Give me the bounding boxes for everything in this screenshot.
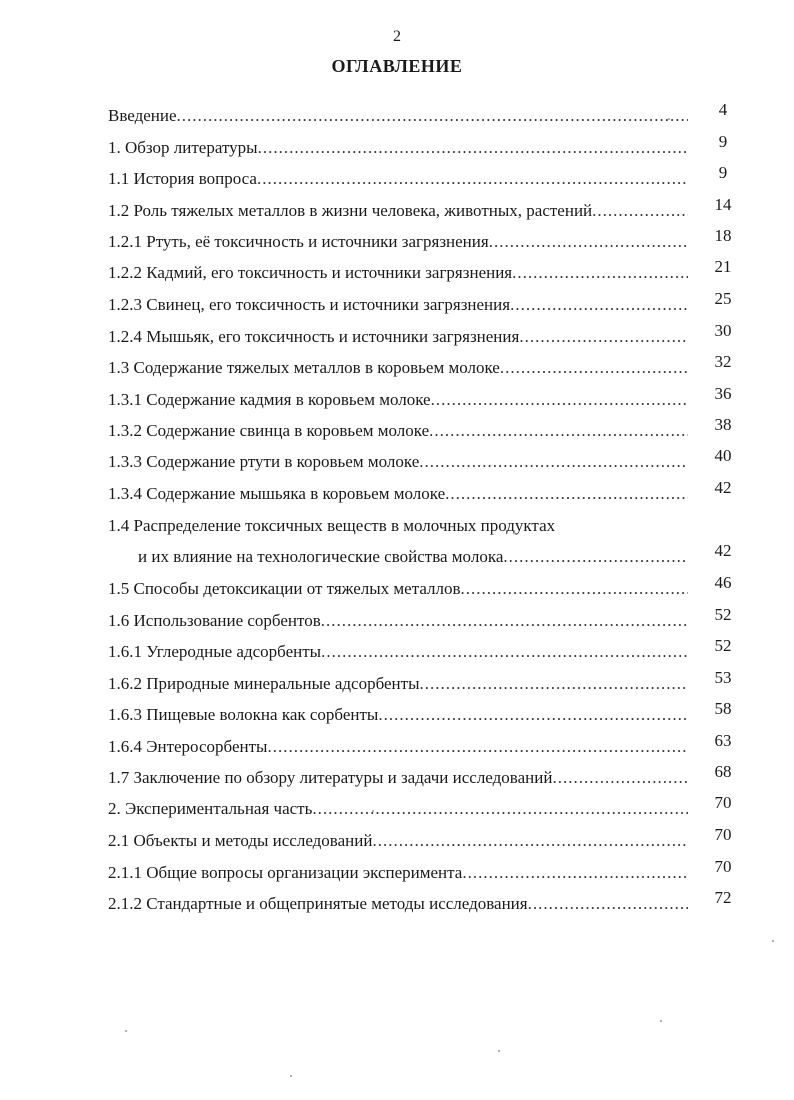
- toc-row[interactable]: [0, 793, 794, 829]
- toc-entry-label: 2. Экспериментальная часть .....: [108, 797, 688, 821]
- toc-row[interactable]: [0, 132, 794, 168]
- toc-row[interactable]: [0, 226, 794, 262]
- page-title: ОГЛАВЛЕНИЕ: [331, 56, 463, 76]
- scan-speck: [125, 1030, 127, 1032]
- scan-speck: [668, 118, 670, 120]
- toc-row[interactable]: [0, 352, 794, 388]
- toc-row[interactable]: [0, 195, 794, 231]
- toc-row[interactable]: [0, 321, 794, 357]
- toc-entry-page: 25: [714, 289, 732, 308]
- toc-entry-page: 42: [714, 478, 732, 497]
- toc-entry-label: 1.3 Содержание тяжелых металлов в коровьем молоке .....: [108, 356, 688, 380]
- scan-speck: [772, 940, 774, 942]
- toc-entry-page: 4: [718, 100, 728, 119]
- toc-entry-label: 1.6.2 Природные минеральные адсорбенты .....: [108, 672, 688, 696]
- toc-entry-page: 70: [714, 793, 732, 812]
- scan-speck: [372, 810, 374, 812]
- toc-row[interactable]: [0, 668, 794, 704]
- toc-entry-label: 1.3.1 Содержание кадмия в коровьем молоке .....: [108, 388, 688, 412]
- toc-entry-label: 1.7 Заключение по обзору литературы и задачи исследований .....: [108, 766, 688, 790]
- toc-row[interactable]: [0, 699, 794, 735]
- toc-row[interactable]: [0, 514, 794, 546]
- toc-row[interactable]: [0, 636, 794, 672]
- toc-entry-label: 1.2 Роль тяжелых металлов в жизни человека, животных, растений .....: [108, 199, 688, 223]
- toc-entry-label: Введение .....: [108, 104, 688, 128]
- toc-entry-page: 36: [714, 384, 732, 403]
- toc-row[interactable]: [0, 289, 794, 325]
- toc-row[interactable]: [0, 605, 794, 641]
- toc-entry-label: 1.3.3 Содержание ртути в коровьем молоке .....: [108, 450, 688, 474]
- toc-entry-page: 70: [714, 825, 732, 844]
- toc-entry-page: 40: [714, 446, 732, 465]
- page-number: 2: [393, 28, 401, 45]
- toc-entry-page: 68: [714, 762, 732, 781]
- toc-row[interactable]: [0, 384, 794, 420]
- scan-speck: [290, 1075, 292, 1077]
- toc-entry-label: 1.2.4 Мышьяк, его токсичность и источники загрязнения .....: [108, 325, 688, 349]
- toc-row[interactable]: [0, 415, 794, 451]
- toc-entry-label: 1. Обзор литературы .....: [108, 136, 688, 160]
- toc-row[interactable]: [0, 731, 794, 767]
- toc-entry-page: 46: [714, 573, 732, 592]
- toc-entry-page: 14: [714, 195, 732, 214]
- toc-entry-page: 9: [718, 132, 728, 151]
- toc-entry-label: 2.1.2 Стандартные и общепринятые методы исследования .....: [108, 892, 688, 916]
- toc-row[interactable]: [0, 541, 794, 577]
- toc-row[interactable]: [0, 857, 794, 893]
- toc-entry-page: 52: [714, 605, 732, 624]
- toc-entry-label: 1.2.2 Кадмий, его токсичность и источники загрязнения .....: [108, 261, 688, 285]
- toc-entry-page: 42: [714, 541, 732, 560]
- toc-entry-page: 21: [714, 257, 732, 276]
- toc-entry-label: 2.1 Объекты и методы исследований .....: [108, 829, 688, 853]
- toc-entry-page: 72: [714, 888, 732, 907]
- toc-row[interactable]: [0, 573, 794, 609]
- toc-entry-label: 1.1 История вопроса .....: [108, 167, 688, 191]
- toc-entry-page: 70: [714, 857, 732, 876]
- toc-entry-label: 1.6 Использование сорбентов .....: [108, 609, 688, 633]
- toc-entry-label: 1.3.4 Содержание мышьяка в коровьем молоке .....: [108, 482, 688, 506]
- toc-entry-label: 1.6.3 Пищевые волокна как сорбенты .....: [108, 703, 688, 727]
- scan-speck: [660, 1020, 662, 1022]
- toc-entry-page: 58: [714, 699, 732, 718]
- toc-entry-page: 30: [714, 321, 732, 340]
- toc-entry-label: 1.4 Распределение токсичных веществ в молочных продуктах: [108, 516, 556, 535]
- toc-row[interactable]: [0, 478, 794, 514]
- toc-row[interactable]: [0, 825, 794, 861]
- toc-entry-page: 38: [714, 415, 732, 434]
- toc-entry-label: 1.6.4 Энтеросорбенты .....: [108, 735, 688, 759]
- toc-entry-label: 1.2.1 Ртуть, её токсичность и источники загрязнения .....: [108, 230, 688, 254]
- toc-row[interactable]: [0, 100, 794, 136]
- toc-entry-label: 2.1.1 Общие вопросы организации эксперимента .....: [108, 861, 688, 885]
- toc-entry-page: 52: [714, 636, 732, 655]
- toc-row[interactable]: [0, 163, 794, 199]
- toc-entry-page: 9: [718, 163, 728, 182]
- toc-row[interactable]: [0, 888, 794, 924]
- toc-entry-label: 1.2.3 Свинец, его токсичность и источники загрязнения .....: [108, 293, 688, 317]
- toc-entry-page: 63: [714, 731, 732, 750]
- toc-row[interactable]: [0, 446, 794, 482]
- toc-row[interactable]: [0, 762, 794, 798]
- scan-speck: [498, 1050, 500, 1052]
- toc-entry-label: и их влияние на технологические свойства молока .....: [138, 545, 688, 569]
- toc-entry-label: 1.6.1 Углеродные адсорбенты .....: [108, 640, 688, 664]
- toc-entry-page: 53: [714, 668, 732, 687]
- toc-row[interactable]: [0, 257, 794, 293]
- toc-entry-label: 1.5 Способы детоксикации от тяжелых металлов .....: [108, 577, 688, 601]
- toc-entry-page: 18: [714, 226, 732, 245]
- toc-entry-page: 32: [714, 352, 732, 371]
- toc-entry-label: 1.3.2 Содержание свинца в коровьем молоке .....: [108, 419, 688, 443]
